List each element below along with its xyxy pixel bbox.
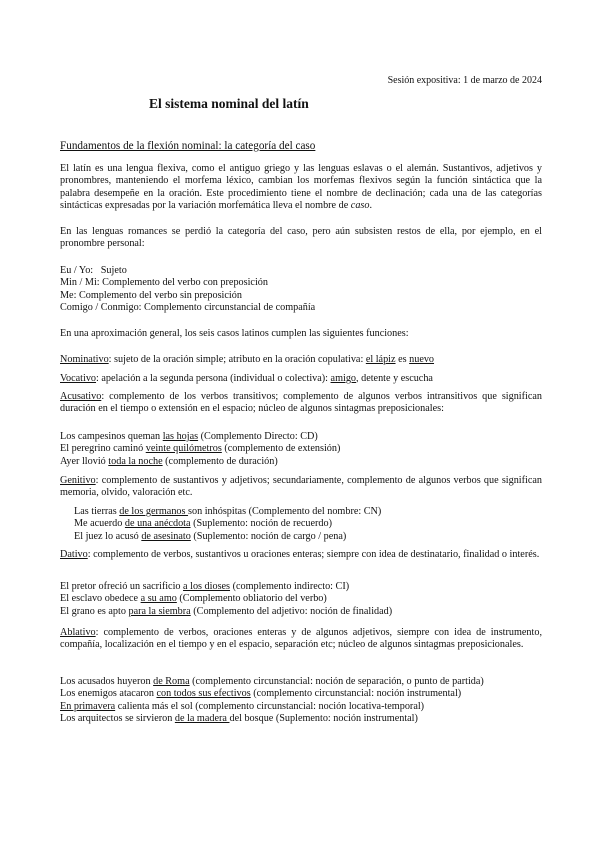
example-text: (Complemento del adjetivo: noción de finalidad) bbox=[190, 605, 393, 617]
case-vocativo bbox=[60, 373, 542, 385]
intro-text: El latín es una lengua flexiva, como el antiguo griego y las lenguas eslavas o el alemán. Sustantivos, adjetivos y pronombres, manteniendo el morfema léxico, cambian los morfemas flexivos según la función sintáctica que la palabra desempeñe en la oración. Este procedimiento tiene el nombre de declinación; cada una de las categorías sintácticas expresadas por la variación morfemática lleva el nombre de bbox=[60, 163, 542, 212]
example-underlined: a su amo bbox=[140, 593, 177, 605]
example-text: Las tierras bbox=[74, 506, 120, 517]
intro-end: . bbox=[369, 200, 373, 212]
genitivo-examples bbox=[60, 506, 556, 543]
example-line bbox=[74, 518, 556, 530]
example-text: del bosque (Suplemento: noción instrumental) bbox=[229, 713, 418, 725]
example-underlined: de Roma bbox=[153, 676, 190, 687]
example-text: (Suplemento: noción de cargo / pena) bbox=[190, 530, 347, 542]
case-text: : apelación a la segunda persona (individual o colectiva): bbox=[96, 373, 331, 384]
example-underlined: amigo bbox=[330, 373, 357, 384]
example-line bbox=[60, 701, 542, 713]
example-underlined: En primavera bbox=[60, 700, 116, 712]
example-underlined: con todos sus efectivos bbox=[156, 688, 251, 700]
case-dativo bbox=[60, 549, 542, 561]
intro-paragraph bbox=[60, 163, 542, 213]
case-text: : sujeto de la oración simple; atributo en la oración copulativa: bbox=[108, 354, 366, 365]
example-text: (Suplemento: noción de recuerdo) bbox=[190, 518, 332, 530]
pronoun-item: Me: Complemento del verbo sin preposición bbox=[60, 289, 242, 301]
example-line bbox=[74, 506, 556, 518]
example-text: Los arquitectos se sirvieron bbox=[60, 713, 175, 725]
example-line bbox=[60, 676, 542, 688]
pronoun-item: Eu / Yo: Sujeto bbox=[60, 265, 127, 276]
case-nominativo bbox=[60, 354, 542, 366]
case-name: Ablativo bbox=[60, 627, 96, 638]
pronoun-item: Comigo / Conmigo: Complemento circunstancial de compañía bbox=[60, 302, 316, 314]
example-text: El peregrino caminó bbox=[60, 443, 146, 455]
example-line bbox=[60, 606, 542, 618]
example-underlined: de la madera bbox=[174, 713, 230, 725]
example-text: (Complemento Directo: CD) bbox=[198, 431, 318, 442]
romance-paragraph: En las lenguas romances se perdió la categoría del caso, pero aún subsisten restos de ella, por ejemplo, en el pronombre personal: bbox=[60, 226, 542, 250]
example-line bbox=[60, 456, 542, 468]
session-date: Sesión expositiva: 1 de marzo de 2024 bbox=[387, 75, 542, 86]
case-text: : complemento de los verbos transitivos; complemento de algunos verbos intransitivos que significan duración en el tiempo o extensión en el espacio; núcleo de algunos sintagmas preposicionales: bbox=[60, 391, 542, 415]
example-underlined: veinte quilómetros bbox=[145, 443, 222, 455]
case-ablativo bbox=[60, 627, 542, 652]
document-title: El sistema nominal del latín bbox=[149, 96, 309, 111]
case-text: , detente y escucha bbox=[356, 373, 433, 384]
case-text: : complemento de verbos, sustantivos u oraciones enteras; siempre con idea de destinatario, finalidad o interés. bbox=[87, 549, 540, 560]
acusativo-examples bbox=[60, 431, 542, 468]
example-underlined: las hojas bbox=[162, 431, 199, 442]
example-text: El grano es apto bbox=[60, 605, 129, 617]
example-line bbox=[60, 713, 542, 725]
case-name: Genitivo bbox=[60, 475, 96, 486]
example-text: El esclavo obedece bbox=[60, 593, 141, 605]
example-line bbox=[74, 531, 556, 543]
example-underlined: toda la noche bbox=[108, 455, 163, 467]
case-text: : complemento de sustantivos y adjetivos; secundariamente, complemento de algunos verbos que significan memoria, olvido, valoración etc. bbox=[60, 475, 542, 499]
case-name: Acusativo bbox=[60, 391, 102, 402]
example-underlined: a los dioses bbox=[183, 581, 231, 592]
example-line bbox=[60, 581, 542, 593]
intro-emphasis: caso bbox=[350, 200, 370, 212]
example-text: (complemento indirecto: CI) bbox=[230, 581, 350, 592]
case-name: Vocativo bbox=[60, 373, 97, 384]
example-underlined: el lápiz bbox=[365, 354, 396, 365]
example-line bbox=[60, 593, 542, 605]
cases-intro: En una aproximación general, los seis casos latinos cumplen las siguientes funciones: bbox=[60, 328, 409, 339]
case-genitivo bbox=[60, 475, 542, 500]
case-text: es bbox=[395, 354, 410, 365]
example-text: (complemento circunstancial: noción de separación, o punto de partida) bbox=[189, 676, 484, 687]
ablativo-examples bbox=[60, 676, 542, 726]
example-text: (complemento circunstancial: noción instrumental) bbox=[250, 688, 462, 700]
example-text: (Complemento obliatorio del verbo) bbox=[176, 593, 327, 605]
example-underlined: nuevo bbox=[409, 354, 435, 365]
pronoun-item: Min / Mi: Complemento del verbo con preposición bbox=[60, 277, 268, 289]
example-underlined: de asesinato bbox=[141, 530, 191, 542]
example-text: son inhóspitas (Complemento del nombre: CN) bbox=[188, 506, 382, 517]
example-underlined: para la siembra bbox=[128, 605, 191, 617]
example-line bbox=[60, 688, 542, 700]
dativo-examples bbox=[60, 581, 542, 618]
case-acusativo bbox=[60, 391, 542, 416]
example-line bbox=[60, 431, 542, 443]
example-text: Me acuerdo bbox=[74, 518, 125, 530]
example-text: El juez lo acusó bbox=[74, 530, 142, 542]
example-text: Los enemigos atacaron bbox=[60, 688, 157, 700]
case-text: : complemento de verbos, oraciones enteras y de algunos adjetivos, siempre con idea de instrumento, compañía, localización en el tiempo y en el espacio, separación etc; núcleo de algunos sintagmas preposicionales. bbox=[60, 627, 542, 651]
example-text: calienta más el sol (complemento circunstancial: noción locativa-temporal) bbox=[115, 700, 425, 712]
example-text: El pretor ofreció un sacrificio bbox=[60, 581, 184, 592]
case-name: Nominativo bbox=[60, 354, 109, 365]
pronoun-list bbox=[60, 265, 542, 315]
example-text: Los acusados huyeron bbox=[60, 676, 154, 687]
example-underlined: de una anécdota bbox=[124, 518, 191, 530]
example-text: (complemento de duración) bbox=[162, 455, 278, 467]
example-text: Los campesinos queman bbox=[60, 431, 163, 442]
example-text: Ayer llovió bbox=[60, 455, 109, 467]
example-text: (complemento de extensión) bbox=[221, 443, 341, 455]
section-title: Fundamentos de la flexión nominal: la categoría del caso bbox=[60, 140, 316, 152]
example-line bbox=[60, 443, 542, 455]
case-name: Dativo bbox=[60, 549, 88, 560]
example-underlined: de los germanos bbox=[119, 506, 189, 517]
